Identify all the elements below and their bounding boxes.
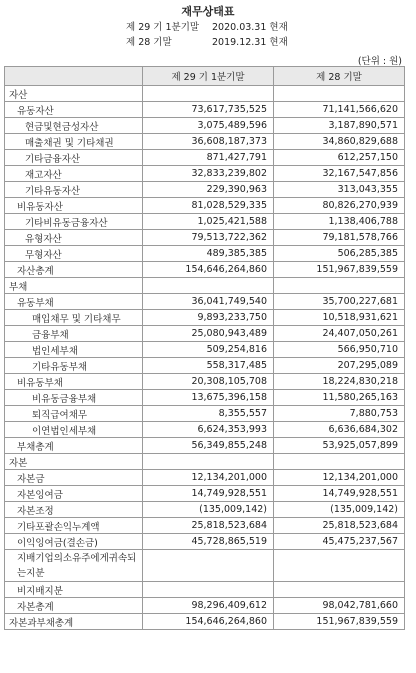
row-label: 기타유동자산 (5, 182, 143, 198)
table-row (5, 486, 405, 502)
row-label: 기타비유동금융자산 (5, 214, 143, 230)
previous-period-value (274, 86, 405, 102)
row-label: 이익잉여금(결손금) (5, 534, 143, 550)
period-current-label: 제 29 기 1분기말 (126, 22, 200, 33)
table-row (5, 134, 405, 150)
table-header-row (5, 67, 405, 86)
current-period-value: 154,646,264,860 (143, 262, 274, 278)
table-row (5, 422, 405, 438)
table-row (5, 470, 405, 486)
current-period-value: 3,075,489,596 (143, 118, 274, 134)
previous-period-value: 11,580,265,163 (274, 390, 405, 406)
row-label: 자본과부채총계 (5, 614, 143, 630)
row-label: 비지배지분 (5, 582, 143, 598)
current-period-value: 32,833,239,802 (143, 166, 274, 182)
previous-period-value: 98,042,781,660 (274, 598, 405, 614)
previous-period-value: 14,749,928,551 (274, 486, 405, 502)
previous-period-value: 71,141,566,620 (274, 102, 405, 118)
table-row (5, 166, 405, 182)
current-period-value: (135,009,142) (143, 502, 274, 518)
previous-period-value: 45,475,237,567 (274, 534, 405, 550)
row-label: 자본총계 (5, 598, 143, 614)
row-label: 자본 (5, 454, 143, 470)
table-row (5, 214, 405, 230)
row-label: 비유동자산 (5, 198, 143, 214)
current-period-value (143, 86, 274, 102)
previous-period-value: 1,138,406,788 (274, 214, 405, 230)
table-row (5, 438, 405, 454)
period-current-date: 2020.03.31 현재 (212, 22, 288, 33)
previous-period-value: 35,700,227,681 (274, 294, 405, 310)
previous-period-value (274, 582, 405, 598)
current-period-value: 73,617,735,525 (143, 102, 274, 118)
current-period-value (143, 582, 274, 598)
table-row (5, 614, 405, 630)
table-row (5, 262, 405, 278)
table-row (5, 278, 405, 294)
row-label: 무형자산 (5, 246, 143, 262)
table-row (5, 198, 405, 214)
previous-period-value: 80,826,270,939 (274, 198, 405, 214)
row-label: 현금및현금성자산 (5, 118, 143, 134)
previous-period-value: 612,257,150 (274, 150, 405, 166)
table-row (5, 374, 405, 390)
row-label: 유동자산 (5, 102, 143, 118)
row-label: 비유동금융부채 (5, 390, 143, 406)
current-period-value: 9,893,233,750 (143, 310, 274, 326)
row-label: 지배기업의소유주에게귀속되는지분 (5, 550, 143, 582)
header-previous-period: 제 28 기말 (274, 67, 405, 86)
row-label: 기타유동부채 (5, 358, 143, 374)
previous-period-value: 32,167,547,856 (274, 166, 405, 182)
previous-period-value: 53,925,057,899 (274, 438, 405, 454)
row-label: 자본금 (5, 470, 143, 486)
row-label: 매출채권 및 기타채권 (5, 134, 143, 150)
row-label: 기타포괄손익누계액 (5, 518, 143, 534)
current-period-value: 98,296,409,612 (143, 598, 274, 614)
current-period-value: 56,349,855,248 (143, 438, 274, 454)
table-row (5, 534, 405, 550)
row-label: 부채총계 (5, 438, 143, 454)
table-row (5, 118, 405, 134)
table-row (5, 390, 405, 406)
table-row (5, 102, 405, 118)
period-current (0, 20, 416, 35)
row-label: 유형자산 (5, 230, 143, 246)
row-label: 자산 (5, 86, 143, 102)
table-row (5, 358, 405, 374)
table-row (5, 150, 405, 166)
current-period-value: 13,675,396,158 (143, 390, 274, 406)
balance-sheet-table (4, 66, 405, 630)
previous-period-value: 10,518,931,621 (274, 310, 405, 326)
previous-period-value: 18,224,830,218 (274, 374, 405, 390)
table-row (5, 230, 405, 246)
previous-period-value: 25,818,523,684 (274, 518, 405, 534)
previous-period-value: 24,407,050,261 (274, 326, 405, 342)
table-row (5, 502, 405, 518)
table-row (5, 598, 405, 614)
previous-period-value: 506,285,385 (274, 246, 405, 262)
previous-period-value (274, 454, 405, 470)
table-row (5, 326, 405, 342)
row-label: 자본잉여금 (5, 486, 143, 502)
table-row (5, 582, 405, 598)
row-label: 부채 (5, 278, 143, 294)
table-row (5, 310, 405, 326)
table-row (5, 406, 405, 422)
table-row (5, 294, 405, 310)
row-label: 퇴직급여채무 (5, 406, 143, 422)
current-period-value: 8,355,557 (143, 406, 274, 422)
table-row (5, 182, 405, 198)
table-row (5, 454, 405, 470)
row-label: 비유동부채 (5, 374, 143, 390)
previous-period-value: 151,967,839,559 (274, 614, 405, 630)
current-period-value: 45,728,865,519 (143, 534, 274, 550)
previous-period-value: 151,967,839,559 (274, 262, 405, 278)
period-previous-label: 제 28 기말 (126, 37, 172, 48)
header-account (5, 67, 143, 86)
previous-period-value (274, 550, 405, 582)
current-period-value: 509,254,816 (143, 342, 274, 358)
previous-period-value: 3,187,890,571 (274, 118, 405, 134)
current-period-value: 489,385,385 (143, 246, 274, 262)
current-period-value (143, 550, 274, 582)
current-period-value: 14,749,928,551 (143, 486, 274, 502)
previous-period-value: 207,295,089 (274, 358, 405, 374)
current-period-value: 36,041,749,540 (143, 294, 274, 310)
current-period-value (143, 454, 274, 470)
row-label: 금융부채 (5, 326, 143, 342)
current-period-value: 154,646,264,860 (143, 614, 274, 630)
row-label: 재고자산 (5, 166, 143, 182)
row-label: 매입채무 및 기타채무 (5, 310, 143, 326)
current-period-value: 229,390,963 (143, 182, 274, 198)
current-period-value: 36,608,187,373 (143, 134, 274, 150)
header-current-period: 제 29 기 1분기말 (143, 67, 274, 86)
current-period-value: 79,513,722,362 (143, 230, 274, 246)
row-label: 유동부채 (5, 294, 143, 310)
current-period-value: 20,308,105,708 (143, 374, 274, 390)
previous-period-value: 7,880,753 (274, 406, 405, 422)
current-period-value: 1,025,421,588 (143, 214, 274, 230)
row-label: 법인세부채 (5, 342, 143, 358)
row-label: 자산총계 (5, 262, 143, 278)
table-row (5, 518, 405, 534)
row-label: 이연법인세부채 (5, 422, 143, 438)
statement-title: 재무상태표 (181, 5, 235, 18)
previous-period-value: 313,043,355 (274, 182, 405, 198)
previous-period-value: 566,950,710 (274, 342, 405, 358)
table-row (5, 550, 405, 582)
period-previous-date: 2019.12.31 현재 (212, 37, 288, 48)
unit-label: (단위 : 원) (357, 56, 402, 67)
previous-period-value: (135,009,142) (274, 502, 405, 518)
previous-period-value: 79,181,578,766 (274, 230, 405, 246)
table-row (5, 246, 405, 262)
current-period-value: 558,317,485 (143, 358, 274, 374)
current-period-value: 81,028,529,335 (143, 198, 274, 214)
period-previous (0, 35, 416, 50)
previous-period-value (274, 278, 405, 294)
current-period-value: 25,080,943,489 (143, 326, 274, 342)
previous-period-value: 12,134,201,000 (274, 470, 405, 486)
table-row (5, 86, 405, 102)
row-label: 자본조정 (5, 502, 143, 518)
current-period-value (143, 278, 274, 294)
table-row (5, 342, 405, 358)
row-label: 기타금융자산 (5, 150, 143, 166)
previous-period-value: 6,636,684,302 (274, 422, 405, 438)
current-period-value: 871,427,791 (143, 150, 274, 166)
current-period-value: 6,624,353,993 (143, 422, 274, 438)
previous-period-value: 34,860,829,688 (274, 134, 405, 150)
current-period-value: 25,818,523,684 (143, 518, 274, 534)
current-period-value: 12,134,201,000 (143, 470, 274, 486)
